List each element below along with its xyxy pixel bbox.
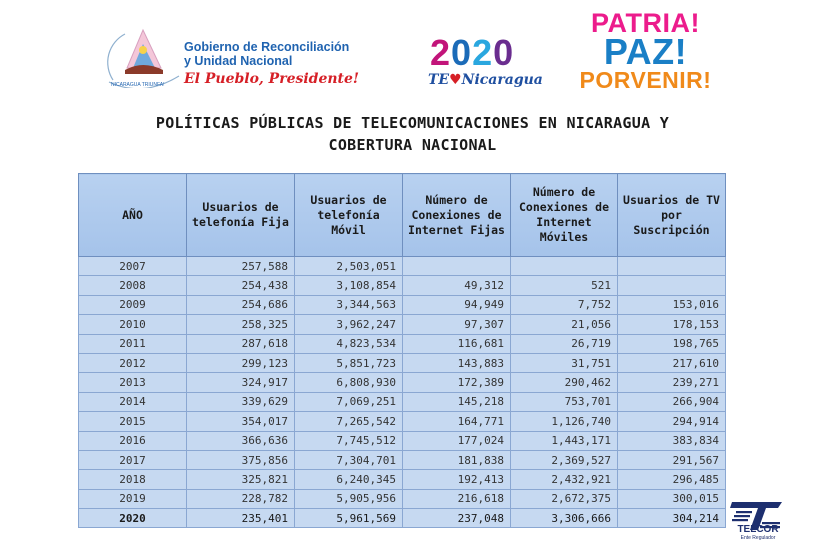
table-row: [79, 353, 726, 372]
table-header-row: [79, 174, 726, 257]
header-mobile-phone-users: Usuarios de telefonía Móvil: [295, 174, 403, 257]
table-row: [79, 257, 726, 276]
mobile-internet-cell: 21,056: [511, 315, 618, 334]
year-cell: 2019: [79, 489, 187, 508]
mobile-phone-cell: 3,962,247: [295, 315, 403, 334]
government-text: [184, 40, 359, 87]
mobile-internet-cell: 521: [511, 276, 618, 295]
mobile-phone-cell: 7,745,512: [295, 431, 403, 450]
mobile-phone-cell: 6,808,930: [295, 373, 403, 392]
fixed-internet-cell: 94,949: [403, 295, 511, 314]
pay-tv-cell: 383,834: [618, 431, 726, 450]
mobile-internet-cell: 1,443,171: [511, 431, 618, 450]
table-row: [79, 489, 726, 508]
fixed-internet-cell: 172,389: [403, 373, 511, 392]
year-digits: 2020: [430, 32, 515, 73]
mobile-phone-cell: 7,069,251: [295, 392, 403, 411]
mobile-internet-cell: 753,701: [511, 392, 618, 411]
pay-tv-cell: 198,765: [618, 334, 726, 353]
mobile-internet-cell: 2,432,921: [511, 470, 618, 489]
government-slogan: El Pueblo, Presidente!: [184, 71, 360, 87]
table-row: [79, 450, 726, 469]
mobile-phone-cell: 7,304,701: [295, 450, 403, 469]
mobile-internet-cell: 7,752: [511, 295, 618, 314]
table-row: [79, 315, 726, 334]
table-row: [79, 295, 726, 314]
fixed-phone-cell: 299,123: [187, 353, 295, 372]
table-row: [79, 334, 726, 353]
pay-tv-cell: [618, 276, 726, 295]
fixed-internet-cell: 97,307: [403, 315, 511, 334]
pay-tv-cell: 266,904: [618, 392, 726, 411]
fixed-internet-cell: 192,413: [403, 470, 511, 489]
te-amo-nicaragua-text: TE♥Nicaragua: [428, 72, 543, 88]
table-row: [79, 373, 726, 392]
fixed-phone-cell: 254,686: [187, 295, 295, 314]
pay-tv-cell: 153,016: [618, 295, 726, 314]
pay-tv-cell: 291,567: [618, 450, 726, 469]
government-name-line2: y Unidad Nacional: [184, 54, 293, 68]
svg-text:NICARAGUA TRIUNFA!: NICARAGUA TRIUNFA!: [111, 82, 165, 88]
table-row: [79, 509, 726, 528]
pay-tv-cell: 239,271: [618, 373, 726, 392]
table-row: [79, 392, 726, 411]
government-name-line1: Gobierno de Reconciliación: [184, 40, 350, 54]
pay-tv-cell: 217,610: [618, 353, 726, 372]
fixed-phone-cell: 324,917: [187, 373, 295, 392]
mobile-internet-cell: [511, 257, 618, 276]
header-year: AÑO: [79, 174, 187, 257]
fixed-phone-cell: 375,856: [187, 450, 295, 469]
table-row: [79, 412, 726, 431]
fixed-internet-cell: 181,838: [403, 450, 511, 469]
mobile-phone-cell: 5,905,956: [295, 489, 403, 508]
mobile-phone-cell: 3,108,854: [295, 276, 403, 295]
year-cell: 2014: [79, 392, 187, 411]
year-cell: 2020: [79, 509, 187, 528]
mobile-phone-cell: 5,961,569: [295, 509, 403, 528]
pay-tv-cell: 300,015: [618, 489, 726, 508]
year-cell: 2013: [79, 373, 187, 392]
pay-tv-cell: 294,914: [618, 412, 726, 431]
year-cell: 2009: [79, 295, 187, 314]
mobile-phone-cell: 7,265,542: [295, 412, 403, 431]
year-cell: 2008: [79, 276, 187, 295]
fixed-phone-cell: 339,629: [187, 392, 295, 411]
fixed-phone-cell: 366,636: [187, 431, 295, 450]
table-row: [79, 431, 726, 450]
header-fixed-internet-connections: Número de Conexiones de Internet Fijas: [403, 174, 511, 257]
pay-tv-cell: 178,153: [618, 315, 726, 334]
pay-tv-cell: 304,214: [618, 509, 726, 528]
fixed-internet-cell: 164,771: [403, 412, 511, 431]
fixed-phone-cell: 235,401: [187, 509, 295, 528]
mobile-phone-cell: 3,344,563: [295, 295, 403, 314]
header-fixed-phone-users: Usuarios de telefonía Fija: [187, 174, 295, 257]
mobile-internet-cell: 2,672,375: [511, 489, 618, 508]
paz-word: PAZ!: [603, 31, 688, 72]
mobile-phone-cell: 6,240,345: [295, 470, 403, 489]
header-mobile-internet-connections: Número de Conexiones de Internet Móviles: [511, 174, 618, 257]
table-row: [79, 276, 726, 295]
patria-paz-porvenir-logo: [578, 10, 713, 95]
fixed-internet-cell: 177,024: [403, 431, 511, 450]
pay-tv-cell: [618, 257, 726, 276]
year-cell: 2017: [79, 450, 187, 469]
title-line2: COBERTURA NACIONAL: [328, 136, 497, 154]
year-cell: 2012: [79, 353, 187, 372]
header-pay-tv-users: Usuarios de TV por Suscripción: [618, 174, 726, 257]
mobile-internet-cell: 2,369,527: [511, 450, 618, 469]
government-logo-icon: [103, 24, 185, 88]
mobile-internet-cell: 1,126,740: [511, 412, 618, 431]
fixed-internet-cell: 145,218: [403, 392, 511, 411]
title-line1: POLÍTICAS PÚBLICAS DE TELECOMUNICACIONES EN NICARAGUA Y: [155, 114, 670, 132]
pay-tv-cell: 296,485: [618, 470, 726, 489]
table-row: [79, 470, 726, 489]
fixed-internet-cell: 49,312: [403, 276, 511, 295]
telcor-subtitle: Ente Regulador: [740, 535, 776, 541]
fixed-phone-cell: 228,782: [187, 489, 295, 508]
fixed-phone-cell: 257,588: [187, 257, 295, 276]
porvenir-word: PORVENIR!: [579, 67, 712, 93]
mobile-internet-cell: 26,719: [511, 334, 618, 353]
telcor-name: TELCOR: [737, 524, 779, 535]
fixed-internet-cell: [403, 257, 511, 276]
mobile-phone-cell: 2,503,051: [295, 257, 403, 276]
mobile-internet-cell: 290,462: [511, 373, 618, 392]
year-cell: 2007: [79, 257, 187, 276]
year-cell: 2011: [79, 334, 187, 353]
telecom-statistics-table: [78, 173, 726, 528]
year-2020-logo: [428, 34, 563, 92]
fixed-phone-cell: 258,325: [187, 315, 295, 334]
heart-icon: ♥: [449, 72, 462, 88]
year-cell: 2018: [79, 470, 187, 489]
mobile-phone-cell: 5,851,723: [295, 353, 403, 372]
fixed-internet-cell: 216,618: [403, 489, 511, 508]
year-cell: 2010: [79, 315, 187, 334]
page-title: [0, 112, 825, 156]
mobile-internet-cell: 31,751: [511, 353, 618, 372]
fixed-internet-cell: 237,048: [403, 509, 511, 528]
mobile-phone-cell: 4,823,534: [295, 334, 403, 353]
page-header: [0, 0, 825, 100]
year-cell: 2016: [79, 431, 187, 450]
fixed-phone-cell: 254,438: [187, 276, 295, 295]
year-cell: 2015: [79, 412, 187, 431]
fixed-phone-cell: 354,017: [187, 412, 295, 431]
patria-word: PATRIA!: [591, 8, 700, 38]
fixed-phone-cell: 287,618: [187, 334, 295, 353]
fixed-phone-cell: 325,821: [187, 470, 295, 489]
mobile-internet-cell: 3,306,666: [511, 509, 618, 528]
fixed-internet-cell: 143,883: [403, 353, 511, 372]
fixed-internet-cell: 116,681: [403, 334, 511, 353]
